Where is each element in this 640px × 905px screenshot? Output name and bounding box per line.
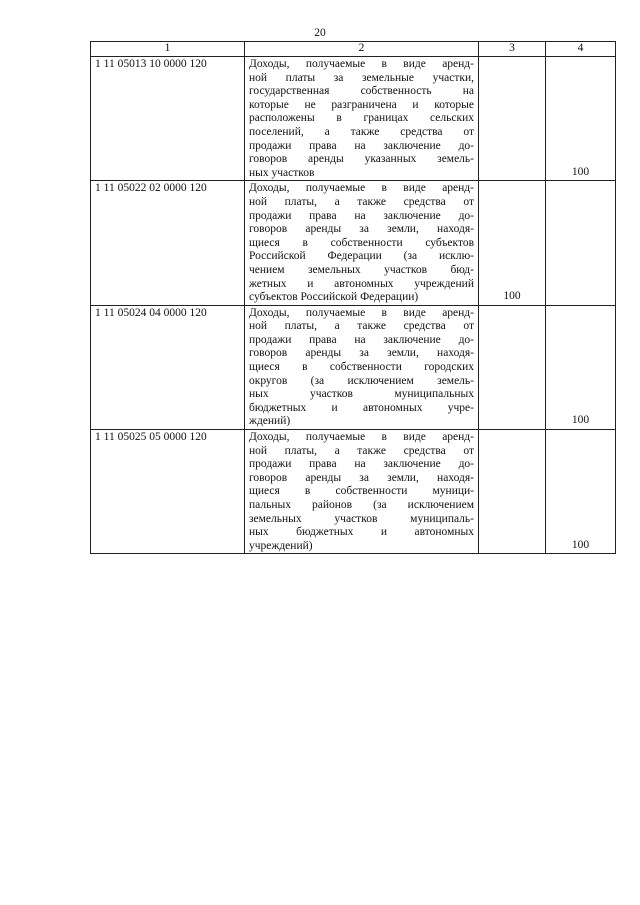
table-body bbox=[91, 57, 616, 554]
description-line: ных бюджетных и автономных bbox=[249, 526, 474, 539]
description-line: продажи права на заключение до- bbox=[249, 139, 474, 152]
description-line: учреждений) bbox=[249, 539, 313, 552]
page-number: 20 bbox=[314, 27, 326, 39]
description-line: государственная собственность на bbox=[249, 85, 474, 98]
description-line: Российской Федерации (за исклю- bbox=[249, 250, 474, 263]
table-row bbox=[91, 430, 616, 554]
description-line: бюджетных и автономных учре- bbox=[249, 401, 474, 414]
table-row bbox=[91, 57, 616, 181]
description-line: Доходы, получаемые в виде аренд- bbox=[249, 306, 474, 319]
col-4-value: 100 bbox=[546, 430, 616, 554]
description-line: пальных районов (за исключением bbox=[249, 499, 474, 511]
classification-code: 1 11 05024 04 0000 120 bbox=[91, 305, 245, 429]
header-col-4: 4 bbox=[546, 42, 616, 57]
header-col-1: 1 bbox=[91, 42, 245, 57]
col-3-value: 100 bbox=[479, 181, 546, 305]
col-3-value bbox=[479, 57, 546, 181]
col-3-value bbox=[479, 430, 546, 554]
revenue-description bbox=[245, 430, 479, 554]
description-line: щиеся в собственности городских bbox=[249, 361, 474, 374]
description-line: ной платы, а также средства от bbox=[249, 195, 474, 208]
description-line: Доходы, получаемые в виде аренд- bbox=[249, 431, 474, 444]
description-line: жетных и автономных учреждений bbox=[249, 277, 474, 290]
table-row bbox=[91, 181, 616, 305]
description-line: ной платы, а также средства от bbox=[249, 320, 474, 333]
revenue-table bbox=[90, 41, 616, 554]
revenue-description bbox=[245, 57, 479, 181]
description-line: Доходы, получаемые в виде аренд- bbox=[249, 58, 474, 70]
classification-code: 1 11 05013 10 0000 120 bbox=[91, 57, 245, 181]
header-col-2: 2 bbox=[245, 42, 479, 57]
description-line: говоров аренды за земли, находя- bbox=[249, 471, 474, 484]
description-line: земельных участков муниципаль- bbox=[249, 512, 474, 525]
description-line: поселений, а также средства от bbox=[249, 125, 474, 138]
description-line: расположены в границах сельских bbox=[249, 112, 474, 125]
description-line: ной платы за земельные участки, bbox=[249, 71, 474, 84]
description-line: субъектов Российской Федерации) bbox=[249, 291, 419, 304]
description-line: округов (за исключением земель- bbox=[249, 374, 474, 387]
revenue-description bbox=[245, 305, 479, 429]
description-line: говоров аренды за земли, находя- bbox=[249, 347, 474, 360]
description-line: ждений) bbox=[249, 415, 291, 428]
description-line: говоров аренды за земли, находя- bbox=[249, 223, 474, 236]
description-line: ных участков муниципальных bbox=[249, 388, 474, 401]
description-line: чением земельных участков бюд- bbox=[249, 263, 474, 276]
description-line: продажи права на заключение до- bbox=[249, 458, 474, 471]
description-line: говоров аренды указанных земель- bbox=[249, 153, 474, 166]
description-line: Доходы, получаемые в виде аренд- bbox=[249, 182, 474, 195]
classification-code: 1 11 05022 02 0000 120 bbox=[91, 181, 245, 305]
description-line: продажи права на заключение до- bbox=[249, 209, 474, 222]
description-line: щиеся в собственности субъектов bbox=[249, 236, 474, 249]
col-4-value: 100 bbox=[546, 305, 616, 429]
col-4-value bbox=[546, 181, 616, 305]
table-header-row bbox=[91, 42, 616, 57]
col-4-value: 100 bbox=[546, 57, 616, 181]
classification-code: 1 11 05025 05 0000 120 bbox=[91, 430, 245, 554]
table-row bbox=[91, 305, 616, 429]
description-line: ной платы, а также средства от bbox=[249, 444, 474, 457]
col-3-value bbox=[479, 305, 546, 429]
description-line: ных участков bbox=[249, 166, 315, 179]
description-line: щиеся в собственности муници- bbox=[249, 485, 474, 498]
description-line: продажи права на заключение до- bbox=[249, 333, 474, 346]
header-col-3: 3 bbox=[479, 42, 546, 57]
description-line: которые не разграничена и которые bbox=[249, 98, 474, 111]
revenue-description bbox=[245, 181, 479, 305]
